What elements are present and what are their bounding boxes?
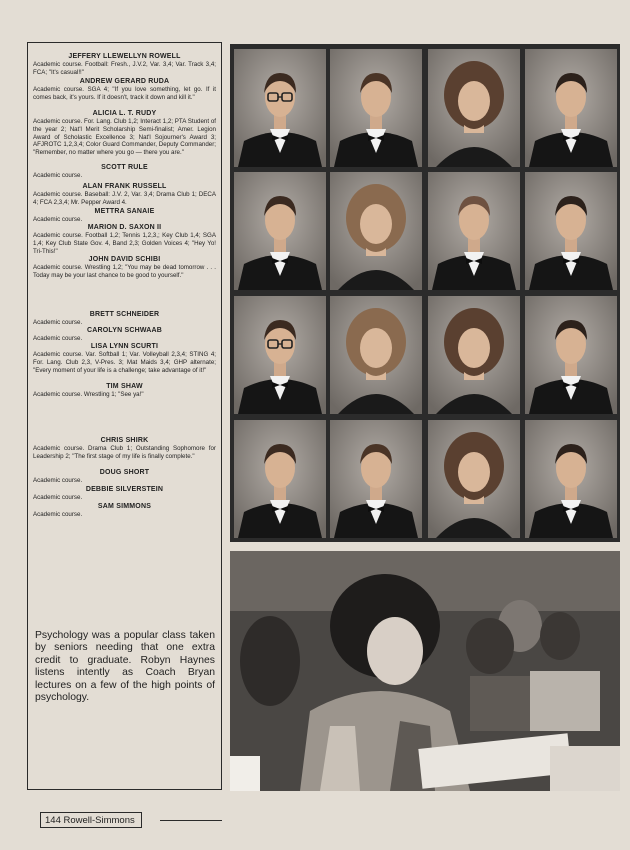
senior-portrait [330, 172, 422, 290]
student-name: TIM SHAW [106, 383, 143, 390]
senior-portrait [428, 296, 520, 414]
student-activities: Academic course. [33, 172, 83, 180]
folio-rule [160, 820, 222, 821]
bio-entry [33, 469, 216, 485]
bio-entry [33, 486, 216, 502]
student-name: ALICIA L. T. RUDY [92, 110, 157, 117]
senior-portrait [330, 296, 422, 414]
student-activities: Academic course. [33, 216, 83, 224]
senior-portrait [525, 172, 617, 290]
senior-portrait [234, 296, 326, 414]
student-name: DOUG SHORT [99, 469, 150, 476]
senior-portrait [330, 420, 422, 538]
student-activities: Academic course. Football 1,2; Tennis 1,2,3,; Key Club 1,4; SGA 1,4; Key Club State Gov. 4, Band 2,3; Golden Voices 4; "Hey Yo! Tri-This!" [33, 232, 216, 255]
senior-portrait [525, 49, 617, 167]
student-activities: Academic course. [33, 477, 83, 485]
bio-entry [33, 224, 216, 255]
student-activities: Academic course. Drama Club 1; Outstanding Sophomore for Leadership 2; "The first stage of my life is finally complete." [33, 445, 216, 460]
student-name: LISA LYNN SCURTI [90, 343, 159, 350]
student-activities: Academic course. [33, 511, 83, 519]
senior-portrait [234, 49, 326, 167]
student-name: SAM SIMMONS [97, 503, 152, 510]
student-activities: Academic course. [33, 319, 83, 327]
student-activities: Academic course. SGA 4; "If you love something, let go. If it comes back, it's yours. If it doesn't, track it down and kill it." [33, 86, 216, 101]
bio-entry [33, 256, 216, 280]
page-folio: 144 Rowell-Simmons [40, 812, 142, 828]
student-activities: Academic course. Baseball: J.V. 2, Var. 3,4; Drama Club 1; DECA 4; FCA 2,3,4; Mr. Pepper Award 4. [33, 191, 216, 206]
bio-entry [33, 343, 216, 374]
student-name: ALAN FRANK RUSSELL [82, 183, 167, 190]
bio-entry [33, 437, 216, 461]
student-activities: Academic course. Football: Fresh., J.V.2, Var. 3,4; Var. Track 3,4; FCA; "It's casual!!" [33, 61, 216, 76]
student-name: MARION D. SAXON II [87, 224, 162, 231]
photo-caption: Psychology was a popular class taken by seniors needing that one extra credit to graduate. Robyn Haynes listens intently as Coach Bryan lectures on a few of the high points of psychology. [35, 630, 215, 704]
student-name: METTRA SANAIE [94, 208, 155, 215]
student-name: SCOTT RULE [101, 164, 148, 171]
bio-entry [33, 53, 216, 77]
student-name: DEBBIE SILVERSTEIN [85, 486, 164, 493]
student-activities: Academic course. Wrestling 1; "See ya!" [33, 391, 144, 399]
bio-entry [33, 208, 216, 224]
bio-entry [33, 503, 216, 519]
senior-portrait [428, 172, 520, 290]
student-name: JEFFERY LLEWELLYN ROWELL [68, 53, 181, 60]
bio-entry [33, 311, 216, 327]
senior-portrait [330, 49, 422, 167]
senior-portrait [428, 49, 520, 167]
bio-entry [33, 327, 216, 343]
bio-entry [33, 110, 216, 156]
student-activities: Academic course. [33, 494, 83, 502]
student-name: CHRIS SHIRK [100, 437, 149, 444]
bio-entry [33, 383, 216, 399]
student-name: CAROLYN SCHWAAB [86, 327, 163, 334]
senior-portrait [525, 296, 617, 414]
student-activities: Academic course. [33, 335, 83, 343]
classroom-photo [230, 551, 620, 791]
senior-portrait [428, 420, 520, 538]
senior-portrait [234, 172, 326, 290]
student-name: ANDREW GERARD RUDA [79, 78, 170, 85]
senior-portrait [234, 420, 326, 538]
bio-entry [33, 164, 216, 180]
student-activities: Academic course. Var. Softball 1; Var. Volleyball 2,3,4; STING 4; For. Lang. Club 2,3, V-Pres. 3; Mat Maids 3,4; GHP alternate; "Every moment of your life is a challenge; take advantage of it!" [33, 351, 216, 374]
bio-entry [33, 78, 216, 102]
bio-entry [33, 183, 216, 207]
senior-portrait [525, 420, 617, 538]
student-name: JOHN DAVID SCHIBI [88, 256, 161, 263]
student-activities: Academic course. For. Lang. Club 1,2; Interact 1,2; PTA Student of the year 2; Nat'l Merit Scholarship Semi-finalist; Amer. Legion Award of Scholastic Excellence 3; Nat'l Sojourner's Award 3; AFJROTC 1,2,3,4; Color Guard Commander, Deputy Commander; "Remember, no matter where you go — there you are." [33, 118, 216, 156]
student-activities: Academic course. Wrestling 1,2; "You may be dead tomorrow . . . Today may be your last chance to be good to yourself." [33, 264, 216, 279]
student-name: BRETT SCHNEIDER [89, 311, 160, 318]
